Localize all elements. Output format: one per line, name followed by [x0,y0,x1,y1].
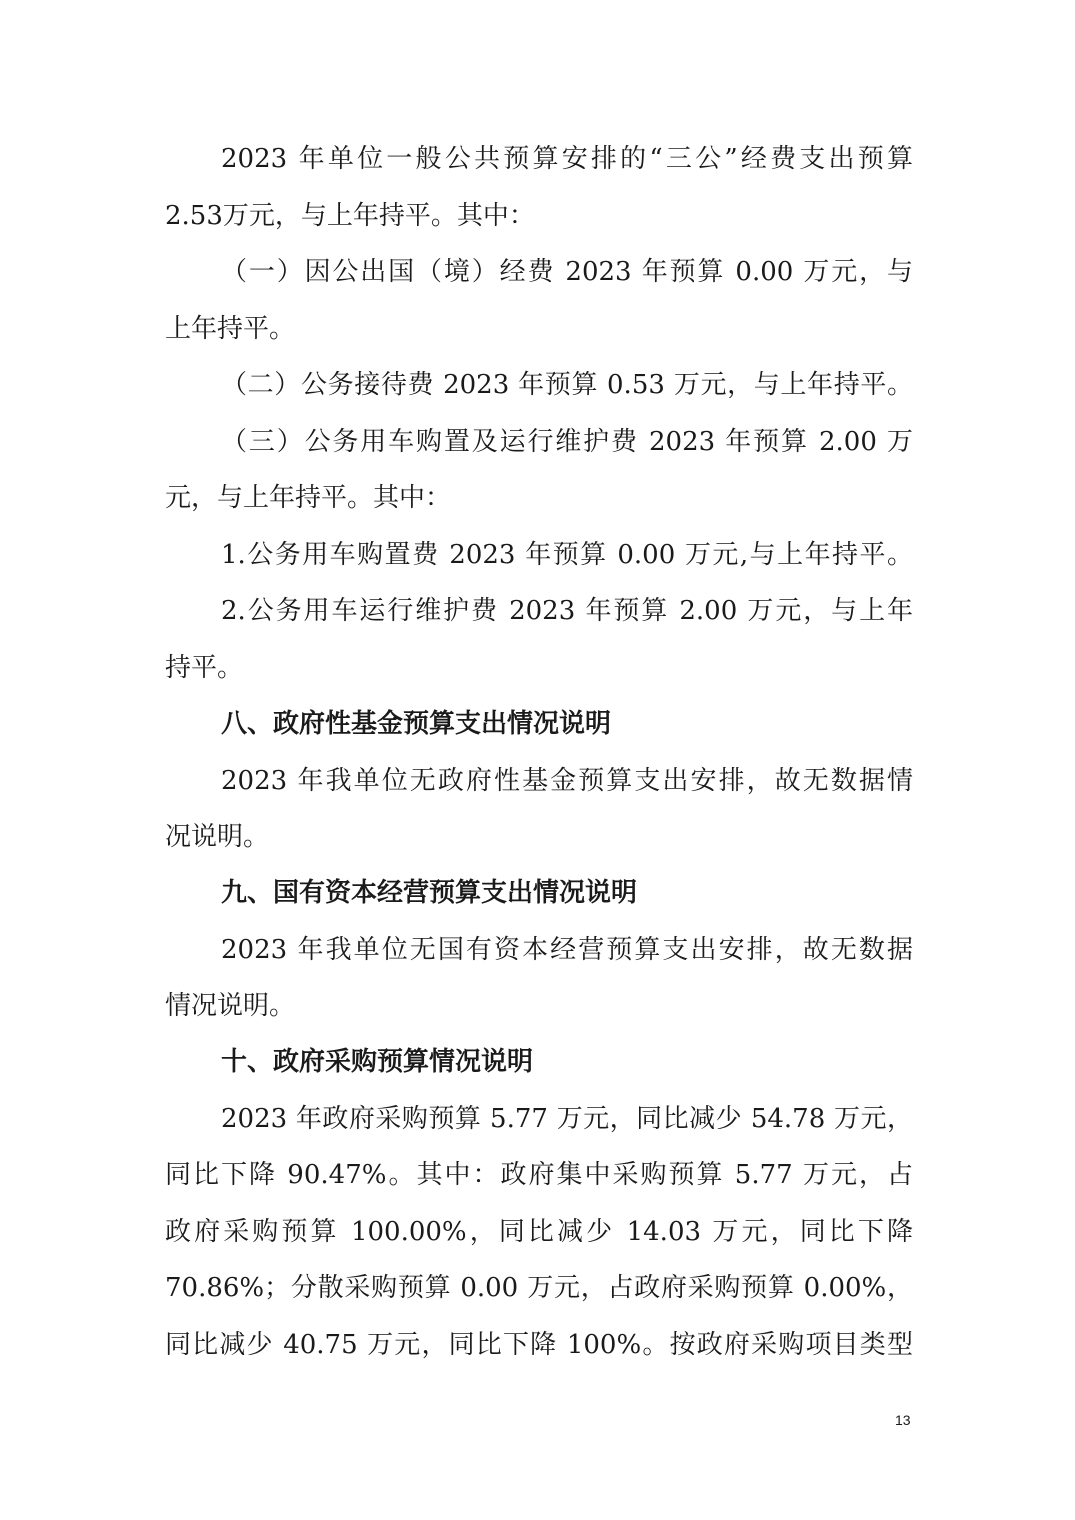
body-text-line: 2023 年我单位无政府性基金预算支出安排，故无数据情 [221,766,913,796]
body-text-line: 2023 年单位一般公共预算安排的“三公”经费支出预算 [221,144,913,174]
body-text-line: （三）公务用车购置及运行维护费 2023 年预算 2.00 万 [221,427,913,457]
body-text-line: 同比减少 40.75 万元，同比下降 100%。按政府采购项目类型 [165,1330,913,1360]
body-text-line: 情况说明。 [165,991,296,1021]
body-text-line: 元，与上年持平。其中： [165,483,452,513]
body-text-line: 70.86%；分散采购预算 0.00 万元，占政府采购预算 0.00%， [165,1273,913,1303]
body-text-line: 持平。 [165,653,244,683]
body-text-line: （一）因公出国（境）经费 2023 年预算 0.00 万元，与 [221,257,913,287]
section-heading: 九、国有资本经营预算支出情况说明 [221,878,638,908]
body-text-line: 2023 年政府采购预算 5.77 万元，同比减少 54.78 万元， [221,1104,913,1134]
body-text-line: 2.53万元，与上年持平。其中： [165,201,535,231]
body-text-line: 2.公务用车运行维护费 2023 年预算 2.00 万元，与上年 [221,596,913,626]
body-text-line: 政府采购预算 100.00%，同比减少 14.03 万元，同比下降 [165,1217,913,1247]
body-text-line: （二）公务接待费 2023 年预算 0.53 万元，与上年持平。 [221,370,913,400]
body-text-line: 况说明。 [165,822,270,852]
section-heading: 八、政府性基金预算支出情况说明 [221,709,612,739]
body-text-line: 同比下降 90.47%。其中：政府集中采购预算 5.77 万元，占 [165,1160,913,1190]
body-text-line: 上年持平。 [165,314,296,344]
body-text-line: 2023 年我单位无国有资本经营预算支出安排，故无数据 [221,935,913,965]
body-text-line: 1.公务用车购置费 2023 年预算 0.00 万元,与上年持平。 [221,540,913,570]
section-heading: 十、政府采购预算情况说明 [221,1047,534,1077]
page-number: 13 [895,1412,911,1428]
